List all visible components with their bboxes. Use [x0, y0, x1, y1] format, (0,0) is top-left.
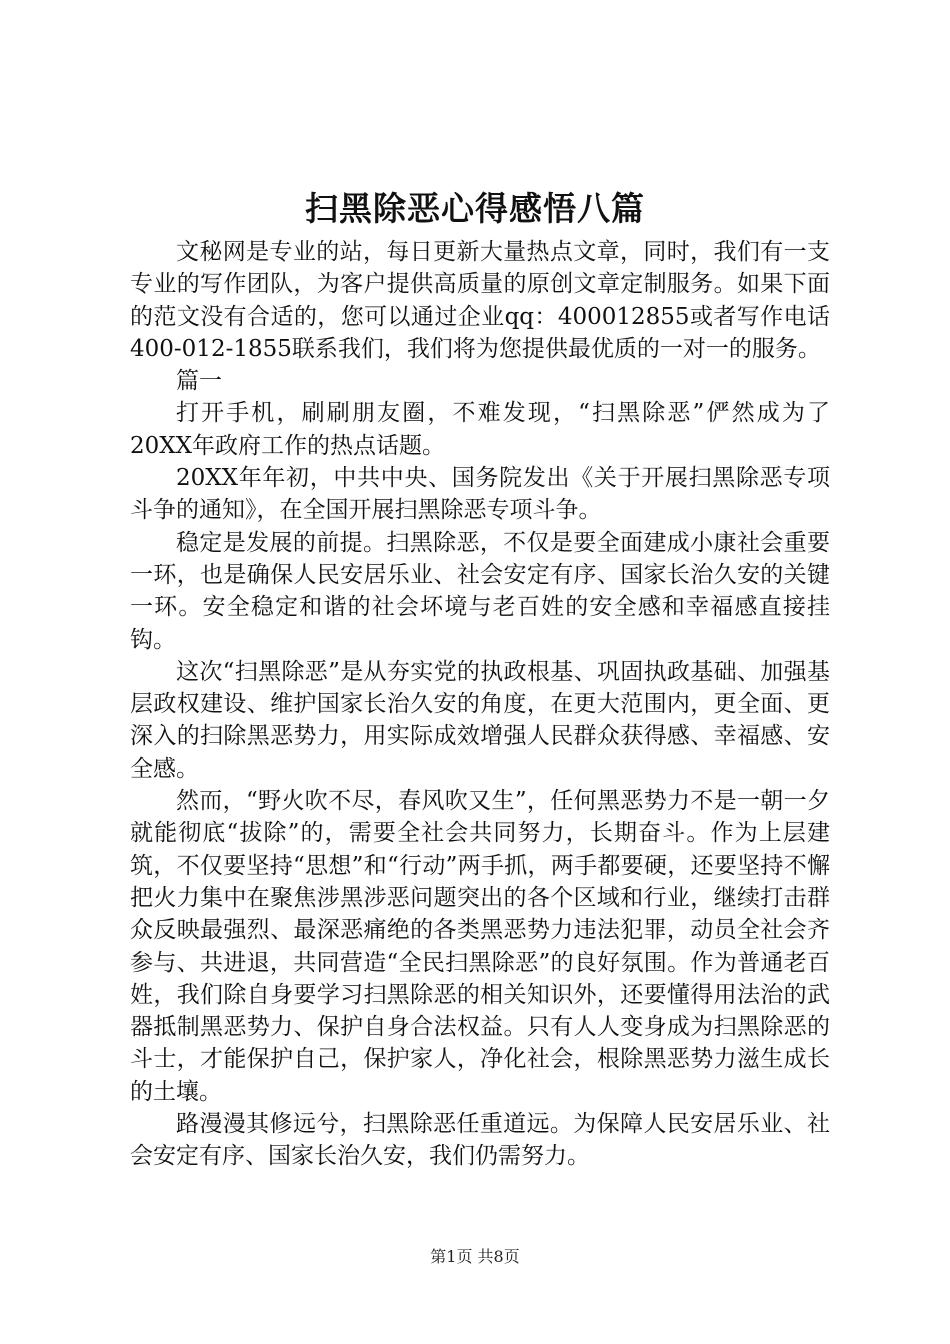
body-paragraph: 稳定是发展的前提。扫黑除恶，不仅是要全面建成小康社会重要一环，也是确保人民安居乐业、社会安定有序、国家长治久安的关键一环。安全稳定和谐的社会坏境与老百姓的安全感和幸福感直接挂钩。 — [130, 529, 830, 653]
body-paragraph: 然而，“野火吹不尽，春风吹又生”，任何黑恶势力不是一朝一夕就能彻底“拔除”的，需要全社会共同努力，长期奋斗。作为上层建筑，不仅要坚持“思想”和“行动”两手抓，两手都要硬，还要坚持不懈把火力集中在聚焦涉黑涉恶问题突出的各个区域和行业，继续打击群众反映最强烈、最深恶痛绝的各类黑恶势力违法犯罪，动员全社会齐参与、共进退，共同营造“全民扫黑除恶”的良好氛围。作为普通老百姓，我们除自身要学习扫黑除恶的相关知识外，还要懂得用法治的武器抵制黑恶势力、保护自身合法权益。只有人人变身成为扫黑除恶的斗士，才能保护自己，保护家人，净化社会，根除黑恶势力滋生成长的土壤。 — [130, 788, 830, 1105]
body-paragraph: 这次“扫黑除恶”是从夯实党的执政根基、巩固执政基础、加强基层政权建设、维护国家长治久安的角度，在更大范围内，更全面、更深入的扫除黑恶势力，用实际成效增强人民群众获得感、幸福感、安全感。 — [130, 658, 830, 782]
body-paragraph: 打开手机，刷刷朋友圈，不难发现，“扫黑除恶”俨然成为了20XX年政府工作的热点话题。 — [130, 400, 830, 459]
document-title: 扫黑除恶心得感悟八篇 — [305, 189, 645, 228]
body-paragraph: 20XX年年初，中共中央、国务院发出《关于开展扫黑除恶专项斗争的通知》，在全国开展扫黑除恶专项斗争。 — [130, 465, 830, 524]
body-paragraph: 路漫漫其修远兮，扫黑除恶任重道远。为保障人民安居乐业、社会安定有序、国家长治久安，我们仍需努力。 — [130, 1111, 830, 1170]
page-number-footer: 第1页 共8页 — [430, 1247, 520, 1266]
section-heading: 篇一 — [176, 368, 222, 395]
intro-paragraph: 文秘网是专业的站，每日更新大量热点文章，同时，我们有一支专业的写作团队，为客户提供高质量的原创文章定制服务。如果下面的范文没有合适的，您可以通过企业qq：400012855或者写作电话400-012-1855联系我们，我们将为您提供最优质的一对一的服务。 — [130, 239, 830, 362]
document-body — [130, 236, 830, 1173]
